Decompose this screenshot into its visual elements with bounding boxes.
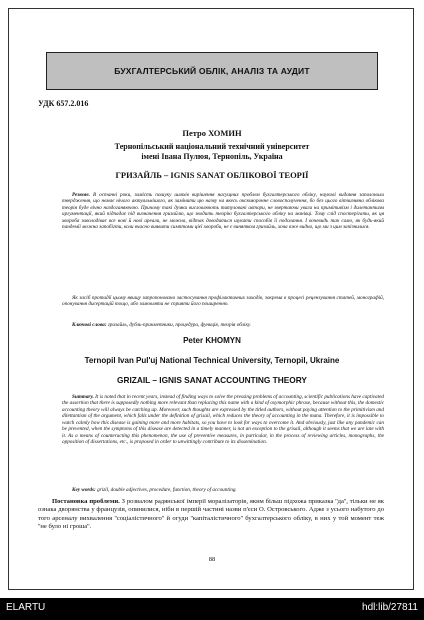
abstract-en-text: It is noted that in recent years, instead of finding ways to solve the pressing problems of accounting, scientific publications have captivated the assertion that there is supposedly nothing more relevant than replacing this name with a kind of oxymorphic phrase, because without this, the domestic accounting theory will always be catching up. Moreover, such thoughts are expressed by the titled authors, without paying attention to the primitivism and dilettantism of the argument, which falls under the definition of grisail, which reduces the theory of accounting in the mana. Therefore, it is impossible to watch calmly how this disease is gaining more and more habitats, so you have to look for ways to overcome it. And obviously, just like any pandemic can be prevented, when the symptoms of this disease are detected in a timely manner, is not an exception to the grisail, although it seems that we are late with it. As a means of counteracting this phenomenon, the use of preventive measures, in particular, in the process of reviewing articles, monographs, the opposition of dissertations, etc., is proposed in order to unwittingly contribute to its dissemination. xyxy=(62,394,384,446)
section-title: БУХГАЛТЕРСЬКИЙ ОБЛІК, АНАЛІЗ ТА АУДИТ xyxy=(114,66,310,76)
body-paragraph xyxy=(38,498,384,532)
keywords-en xyxy=(72,487,384,493)
section-header xyxy=(46,52,378,90)
abstract-ua-text: В останні роки, замість пошуку шляхів вирішення насущних проблем бухгалтерського обліку, наукові видання заполонили твердження, що немає нічого актуальнішого, як замінити цю назву на якесь оксюморонне словосполучення, бо без цього вітчизняна облікова теорія буде вічно наздоганяючою. Причому такі думки висловлюють титуловані автори, не звертаючи уваги на примітивізм і дилетантизм аргументації, який підпадає під визначення гризайлю, що зводить теорію бухгалтерського обліку на манівці. Тому слід спостерігати, як ця хвороба заволодіває все нові й нові ареали, не можна, відтак доводиться шукати способів її подолання. І вочевидь так само, як будь-який пандемії можна запобігти, коли вчасно виявити симптоми цієї хвороби, не є винятком гризайль, хоча вже видно, що ми з цим запізнилися. xyxy=(62,192,384,231)
keywords-en-label: Key words: xyxy=(72,487,96,493)
body-label: Постановка проблеми. xyxy=(52,498,120,505)
affiliation-ua-line2: імені Івана Пулюя, Тернопіль, Україна xyxy=(141,152,283,161)
title-ua: ГРИЗАЙЛЬ – IGNIS SANAT ОБЛІКОВОЇ ТЕОРІЇ xyxy=(115,170,309,180)
udk-code: УДК 657.2.016 xyxy=(38,99,89,108)
author-ua: Петро ХОМИН xyxy=(182,128,242,138)
footer-repository-name: ELARTU xyxy=(6,602,46,613)
title-en: GRIZAIL – IGNIS SANAT ACCOUNTING THEORY xyxy=(117,375,307,385)
affiliation-en: Ternopil Ivan Pul'uj National Technical University, Ternopil, Ukraine xyxy=(84,356,340,365)
author-en: Peter KHOMYN xyxy=(183,336,241,345)
abstract-ua xyxy=(62,192,384,231)
abstract-ua-p2: Як засіб протидії цьому явищу запропоновано застосування профілактичних заходів, зокрема в процесі рецензування статей, монографій, опонування дисертацій тощо, або замовляти не сприяти його поширенню. xyxy=(62,295,384,308)
affiliation-ua-line1: Тернопільський національний технічний університет xyxy=(114,142,310,151)
footer-handle-link[interactable]: hdl:lib/27811 xyxy=(362,602,418,613)
keywords-ua-text: гризайль, дубль-прикметники, процедура, функція, теорія обліку. xyxy=(107,322,252,328)
abstract-ua-label: Резюме. xyxy=(72,192,90,198)
page-number: 88 xyxy=(208,556,216,563)
keywords-ua xyxy=(72,322,384,328)
affiliation-ua xyxy=(60,142,364,162)
footer-bar xyxy=(0,598,424,620)
abstract-en xyxy=(62,394,384,446)
keywords-ua-label: Ключові слова: xyxy=(72,322,107,328)
abstract-en-label: Summary. xyxy=(72,394,94,400)
keywords-en-text: grizil, double adjectives, procedure, function, theory of accounting. xyxy=(97,487,237,493)
body-text: З розвалом радянської імперії моралізаторів, яким більш підхожа приказка ''да'', тільки не як ознака дворянства у французів, опинилися, ніби в першій частині назви п'єси О. Островського. Адже з усього набутого до того арсеналу вихвалення ''соціалістичного'' й огуди ''капіталістичного'' бухгалтерського обліку, в них у той момент теж ''не було ні гроша''. xyxy=(38,498,384,531)
